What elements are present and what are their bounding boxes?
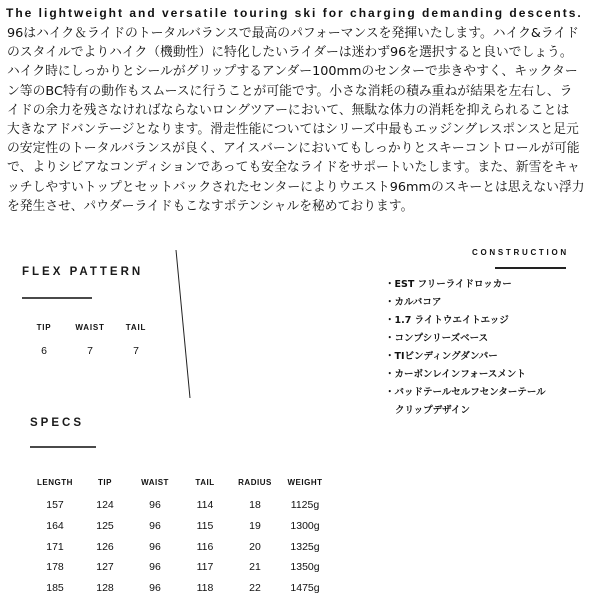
specs-cell-waist: 96 [149,540,161,553]
flex-pattern-table [21,318,159,364]
specs-cell-tip: 125 [96,519,114,532]
specs-cell-waist: 96 [149,499,161,511]
flex-pattern-title: FLEX PATTERN [22,266,144,278]
description-line: 96はハイク＆ライドのトータルバランスで最高のパフォーマンスを発揮いたします。ハイク&ライド [7,26,579,41]
specs-cell-tail: 115 [196,519,214,532]
flex-header-waist: WAIST [75,323,105,332]
specs-cell-weight: 1125g [290,499,320,511]
specs-header-length: LENGTH [37,478,73,487]
specs-table [30,471,330,599]
specs-cell-length: 164 [46,519,64,532]
specs-cell-weight: 1350g [290,561,320,574]
specs-cell-waist: 96 [149,519,161,532]
description-line: ン等のBC特有の動作もスムースに行うことが可能です。小さな消耗の積み重ねが結果を左右し、ラ [7,83,573,99]
description-line: のスタイルでよりハイク（機動性）に特化したいライダーは迷わず96を選択すると良いでしょう。 [7,45,573,61]
specs-cell-tail: 114 [196,499,214,511]
specs-cell-weight: 1300g [290,519,320,532]
specs-header-radius: RADIUS [238,478,272,487]
specs-cell-tip: 127 [96,561,114,574]
specs-header-tail: TAIL [195,478,215,487]
construction-item: ・TIビンディングダンパー [385,351,498,362]
specs-cell-tip: 128 [96,582,114,594]
flex-value-tail: 7 [133,345,139,357]
specs-cell-length: 178 [46,561,64,574]
product-description [7,24,595,216]
specs-header-tip: TIP [98,478,112,487]
construction-item: ・カーボンレインフォースメント [385,369,526,380]
specs-header-weight: WEIGHT [287,478,323,487]
diagonal-divider-line [170,245,200,405]
description-line: で、よりシビアなコンディションであっても安全なライドをサポートいたします。また、新雪をキャ [7,160,580,176]
description-line: ハイク時にしっかりとシールがグリップするアンダー100mmのセンターで歩きやすく、キックター [7,64,578,80]
description-line: イドの余力を残さなければならないロングツアーにおいて、無駄な体力の消耗を抑えられることは [7,102,570,118]
specs-cell-tip: 126 [96,540,114,553]
construction-item: ・コンプシリーズベース [385,333,489,344]
flex-pattern-underline [22,297,92,299]
specs-header-waist: WAIST [141,478,169,487]
specs-cell-length: 157 [46,499,64,511]
specs-cell-radius: 18 [249,499,261,511]
specs-cell-waist: 96 [149,561,161,574]
specs-cell-tail: 116 [196,540,214,553]
specs-cell-length: 185 [46,582,64,594]
description-line: 大きなアドバンテージとなります。滑走性能についてはシリーズ中最もエッジングレスポンスと足元 [7,121,579,137]
flex-header-tip: TIP [36,323,52,332]
construction-item: ・EST フリーライドロッカー [385,279,512,290]
flex-value-tip: 6 [41,345,47,357]
construction-item: ・バッドテールセルフセンターテール [385,387,546,398]
specs-cell-tail: 117 [196,561,214,574]
construction-item: ・カルバコア [385,297,442,308]
specs-cell-radius: 20 [249,540,261,553]
specs-cell-radius: 21 [249,561,261,574]
tagline: The lightweight and versatile touring ski for charging demanding descents. [6,6,583,20]
specs-title: SPECS [30,417,84,429]
description-line: を発生させ、パウダーライドもこなすポテンシャルを秘めております。 [7,198,414,214]
flex-value-waist: 7 [87,345,93,357]
specs-cell-length: 171 [46,540,64,553]
construction-item: ・1.7 ライトウエイトエッジ [385,315,509,326]
specs-cell-radius: 19 [249,519,261,532]
specs-cell-weight: 1475g [290,582,320,594]
construction-list [385,276,546,420]
construction-underline [495,267,566,269]
specs-cell-tip: 124 [96,499,114,511]
flex-header-tail: TAIL [125,323,147,332]
description-line: の安定性のトータルバランスが良く、アイスバーンにおいてもしっかりとスキーコントロールが可能 [7,141,580,157]
specs-cell-weight: 1325g [290,540,320,553]
specs-underline [30,446,96,448]
construction-title: CONSTRUCTION [472,248,569,257]
specs-cell-radius: 22 [249,582,261,594]
construction-item-continuation: クリップデザイン [395,405,470,416]
specs-cell-tail: 118 [196,582,214,594]
description-line: ッチしやすいトップとセットバックされたセンターによりウエスト96mmのスキーとは思えない浮力 [7,179,585,195]
specs-cell-waist: 96 [149,582,161,594]
